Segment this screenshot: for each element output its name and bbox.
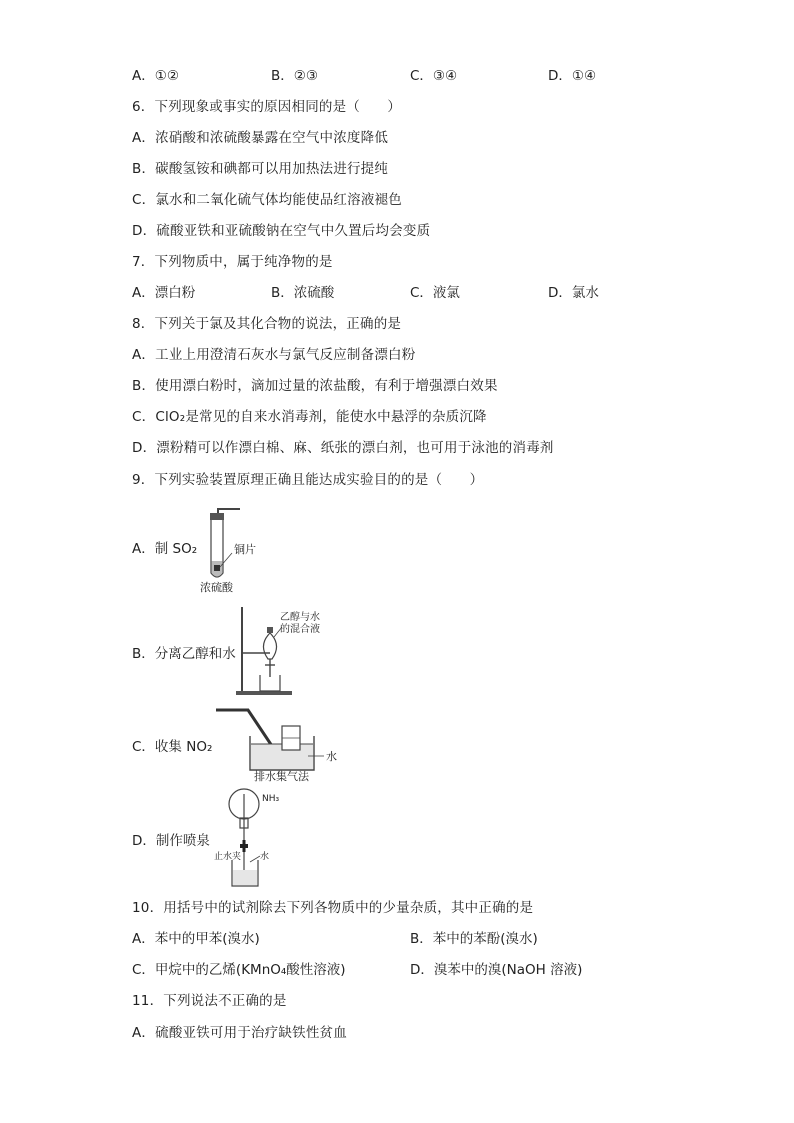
q8-option-c: C．ClO₂是常见的自来水消毒剂，能使水中悬浮的杂质沉降	[132, 409, 487, 425]
q10-stem: 10．用括号中的试剂除去下列各物质中的少量杂质，其中正确的是	[132, 900, 534, 916]
q8-option-b: B．使用漂白粉时，滴加过量的浓盐酸，有利于增强漂白效果	[132, 378, 498, 394]
q11-option-a: A．硫酸亚铁可用于治疗缺铁性贫血	[132, 1025, 347, 1041]
q9-option-a-label: A．制 SO₂	[132, 541, 198, 557]
q5-option-d: D．①④	[548, 68, 597, 84]
q9-a-acid-label: 浓硫酸	[200, 581, 233, 594]
q7-option-a: A．漂白粉	[132, 285, 196, 301]
q8-option-d: D．漂粉精可以作漂白棉、麻、纸张的漂白剂，也可用于泳池的消毒剂	[132, 440, 554, 456]
q9-option-d-label: D．制作喷泉	[132, 833, 210, 849]
q9-option-c-label: C．收集 NO₂	[132, 739, 213, 755]
q5-option-c: C．③④	[410, 68, 458, 84]
q9-stem: 9．下列实验装置原理正确且能达成实验目的的是（ ）	[132, 472, 484, 488]
q9-b-figure	[234, 605, 320, 700]
q9-b-mixture-label-2: 的混合液	[280, 624, 320, 635]
q6-stem: 6．下列现象或事实的原因相同的是（ ）	[132, 99, 402, 115]
q5-option-a: A．①②	[132, 68, 179, 84]
q9-c-figure	[210, 702, 340, 787]
q8-option-a: A．工业上用澄清石灰水与氯气反应制备漂白粉	[132, 347, 416, 363]
q7-stem: 7．下列物质中，属于纯净物的是	[132, 254, 333, 270]
q9-b-mixture-label-1: 乙醇与水	[280, 612, 320, 623]
q10-option-d: D．溴苯中的溴(NaOH 溶液)	[410, 962, 583, 978]
q9-d-figure	[214, 786, 284, 890]
q8-stem: 8．下列关于氯及其化合物的说法，正确的是	[132, 316, 402, 332]
q9-d-clip-label: 止水夹	[214, 852, 242, 862]
q11-stem: 11．下列说法不正确的是	[132, 993, 287, 1009]
q9-c-water-label: 水	[326, 750, 337, 763]
q10-option-a: A．苯中的甲苯(溴水)	[132, 931, 260, 947]
q7-option-c: C．液氯	[410, 285, 460, 301]
q9-a-copper-label: 铜片	[234, 543, 256, 556]
q9-c-method-label: 排水集气法	[254, 770, 309, 783]
q7-option-d: D．氯水	[548, 285, 599, 301]
q9-d-water-label: 水	[260, 852, 270, 862]
q6-option-b: B．碳酸氢铵和碘都可以用加热法进行提纯	[132, 161, 389, 177]
q9-option-b-label: B．分离乙醇和水	[132, 646, 236, 662]
q9-a-figure	[196, 505, 276, 597]
q10-option-b: B．苯中的苯酚(溴水)	[410, 931, 538, 947]
q6-option-d: D．硫酸亚铁和亚硫酸钠在空气中久置后均会变质	[132, 223, 431, 239]
q6-option-c: C．氯水和二氧化硫气体均能使品红溶液褪色	[132, 192, 402, 208]
q10-option-c: C．甲烷中的乙烯(KMnO₄酸性溶液)	[132, 962, 346, 978]
q9-d-nh3-label: NH₃	[262, 794, 280, 804]
q6-option-a: A．浓硝酸和浓硫酸暴露在空气中浓度降低	[132, 130, 389, 146]
q7-option-b: B．浓硫酸	[271, 285, 335, 301]
q5-option-b: B．②③	[271, 68, 318, 84]
